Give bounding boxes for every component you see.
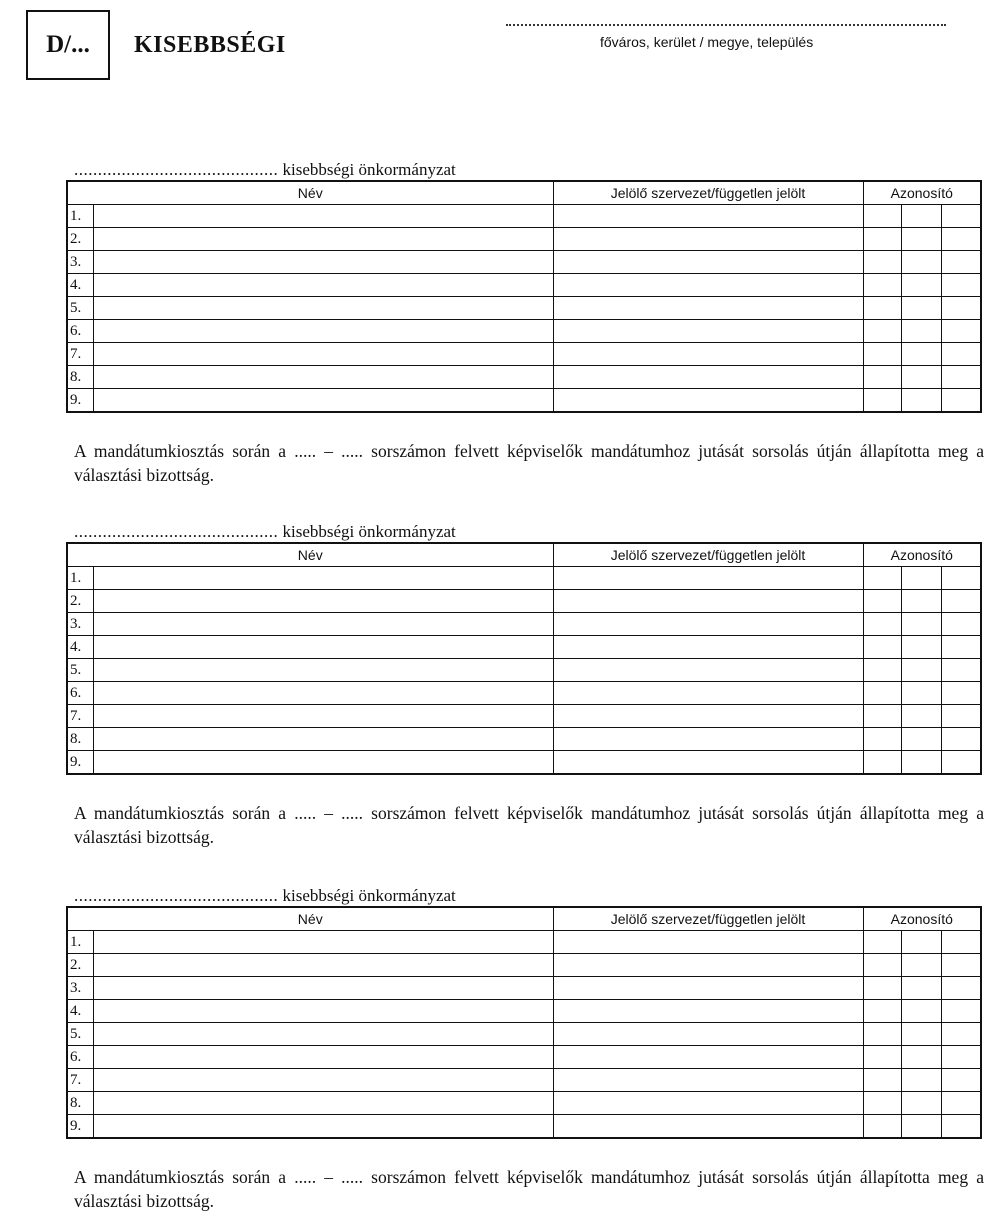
- organization-cell[interactable]: [553, 1115, 863, 1139]
- row-number: 4.: [67, 636, 93, 659]
- organization-cell[interactable]: [553, 343, 863, 366]
- row-number: 4.: [67, 274, 93, 297]
- row-number: 1.: [67, 567, 93, 590]
- row-number: 7.: [67, 1069, 93, 1092]
- identifier-cell-1[interactable]: [863, 205, 901, 228]
- row-number: 5.: [67, 659, 93, 682]
- identifier-cell-1[interactable]: [863, 297, 901, 320]
- candidate-table: [66, 180, 982, 413]
- form-code-box: [26, 10, 110, 80]
- table-row: [67, 682, 981, 705]
- identifier-cell-3[interactable]: [941, 1069, 981, 1092]
- row-number: 3.: [67, 977, 93, 1000]
- row-number: 3.: [67, 251, 93, 274]
- identifier-cell-1[interactable]: [863, 751, 901, 775]
- organization-cell[interactable]: [553, 366, 863, 389]
- identifier-cell-3[interactable]: [941, 1023, 981, 1046]
- table-row: [67, 751, 981, 775]
- identifier-cell-3[interactable]: [941, 659, 981, 682]
- table-row: [67, 977, 981, 1000]
- table-row: [67, 320, 981, 343]
- name-cell[interactable]: [93, 1115, 553, 1139]
- table-row: [67, 274, 981, 297]
- column-header-identifier: Azonosító: [863, 543, 981, 567]
- table-row: [67, 205, 981, 228]
- name-cell[interactable]: [93, 389, 553, 413]
- column-header-identifier: Azonosító: [863, 907, 981, 931]
- table-header-row: [67, 181, 981, 205]
- identifier-cell-3[interactable]: [941, 636, 981, 659]
- place-caption: főváros, kerület / megye, település: [600, 34, 814, 50]
- organization-cell[interactable]: [553, 728, 863, 751]
- identifier-cell-1[interactable]: [863, 705, 901, 728]
- organization-cell[interactable]: [553, 659, 863, 682]
- name-cell[interactable]: [93, 205, 553, 228]
- identifier-cell-2[interactable]: [901, 954, 941, 977]
- identifier-cell-3[interactable]: [941, 343, 981, 366]
- identifier-cell-2[interactable]: [901, 320, 941, 343]
- identifier-cell-1[interactable]: [863, 1069, 901, 1092]
- table-row: [67, 251, 981, 274]
- organization-cell[interactable]: [553, 389, 863, 413]
- name-cell[interactable]: [93, 659, 553, 682]
- table-row: [67, 1046, 981, 1069]
- identifier-cell-2[interactable]: [901, 613, 941, 636]
- name-cell[interactable]: [93, 274, 553, 297]
- table-row: [67, 567, 981, 590]
- column-header-identifier: Azonosító: [863, 181, 981, 205]
- identifier-cell-1[interactable]: [863, 567, 901, 590]
- identifier-cell-2[interactable]: [901, 1046, 941, 1069]
- row-number: 2.: [67, 590, 93, 613]
- organization-cell[interactable]: [553, 705, 863, 728]
- organization-cell[interactable]: [553, 682, 863, 705]
- identifier-cell-2[interactable]: [901, 205, 941, 228]
- identifier-cell-2[interactable]: [901, 297, 941, 320]
- section-label-text: kisebbségi önkormányzat: [282, 522, 456, 541]
- row-number: 7.: [67, 343, 93, 366]
- row-number: 8.: [67, 366, 93, 389]
- identifier-cell-3[interactable]: [941, 613, 981, 636]
- name-cell[interactable]: [93, 954, 553, 977]
- candidate-table: [66, 542, 982, 775]
- organization-cell[interactable]: [553, 954, 863, 977]
- identifier-cell-1[interactable]: [863, 389, 901, 413]
- lottery-note: A mandátumkiosztás során a ..... – ..... sorszámon felvett képviselők mandátumhoz jutását sorsolás útján állapította meg a választási bizottság.: [74, 441, 984, 485]
- candidate-table: [66, 906, 982, 1139]
- organization-cell[interactable]: [553, 1092, 863, 1115]
- name-cell[interactable]: [93, 343, 553, 366]
- identifier-cell-2[interactable]: [901, 389, 941, 413]
- identifier-cell-2[interactable]: [901, 343, 941, 366]
- name-cell[interactable]: [93, 1046, 553, 1069]
- organization-cell[interactable]: [553, 751, 863, 775]
- organization-cell[interactable]: [553, 590, 863, 613]
- name-cell[interactable]: [93, 705, 553, 728]
- identifier-cell-3[interactable]: [941, 389, 981, 413]
- organization-cell[interactable]: [553, 1000, 863, 1023]
- row-number: 5.: [67, 1023, 93, 1046]
- section-label: [66, 522, 980, 542]
- form-code: D/...: [46, 31, 90, 58]
- name-cell[interactable]: [93, 931, 553, 954]
- name-cell[interactable]: [93, 366, 553, 389]
- identifier-cell-3[interactable]: [941, 954, 981, 977]
- identifier-cell-1[interactable]: [863, 320, 901, 343]
- row-number: 2.: [67, 228, 93, 251]
- identifier-cell-1[interactable]: [863, 728, 901, 751]
- identifier-cell-1[interactable]: [863, 613, 901, 636]
- identifier-cell-2[interactable]: [901, 659, 941, 682]
- table-row: [67, 931, 981, 954]
- row-number: 2.: [67, 954, 93, 977]
- organization-cell[interactable]: [553, 567, 863, 590]
- section-label-text: kisebbségi önkormányzat: [282, 160, 456, 179]
- identifier-cell-3[interactable]: [941, 1046, 981, 1069]
- name-cell[interactable]: [93, 1092, 553, 1115]
- place-fill-line[interactable]: [506, 24, 946, 26]
- column-header-name: Név: [67, 907, 553, 931]
- section-label-text: kisebbségi önkormányzat: [282, 886, 456, 905]
- identifier-cell-3[interactable]: [941, 1092, 981, 1115]
- identifier-cell-3[interactable]: [941, 1000, 981, 1023]
- identifier-cell-1[interactable]: [863, 1115, 901, 1139]
- row-number: 4.: [67, 1000, 93, 1023]
- name-cell[interactable]: [93, 1000, 553, 1023]
- identifier-cell-1[interactable]: [863, 1000, 901, 1023]
- row-number: 9.: [67, 389, 93, 413]
- identifier-cell-1[interactable]: [863, 954, 901, 977]
- row-number: 3.: [67, 613, 93, 636]
- name-cell[interactable]: [93, 320, 553, 343]
- organization-cell[interactable]: [553, 1046, 863, 1069]
- name-cell[interactable]: [93, 1069, 553, 1092]
- identifier-cell-1[interactable]: [863, 1046, 901, 1069]
- table-row: [67, 636, 981, 659]
- organization-cell[interactable]: [553, 977, 863, 1000]
- organization-cell[interactable]: [553, 251, 863, 274]
- identifier-cell-1[interactable]: [863, 1092, 901, 1115]
- table-row: [67, 659, 981, 682]
- identifier-cell-1[interactable]: [863, 659, 901, 682]
- table-header-row: [67, 543, 981, 567]
- identifier-cell-3[interactable]: [941, 251, 981, 274]
- identifier-cell-2[interactable]: [901, 977, 941, 1000]
- row-number: 9.: [67, 751, 93, 775]
- row-number: 8.: [67, 728, 93, 751]
- table-row: [67, 297, 981, 320]
- identifier-cell-2[interactable]: [901, 251, 941, 274]
- table-row: [67, 1000, 981, 1023]
- identifier-cell-3[interactable]: [941, 1115, 981, 1139]
- identifier-cell-3[interactable]: [941, 366, 981, 389]
- table-row: [67, 1069, 981, 1092]
- identifier-cell-2[interactable]: [901, 728, 941, 751]
- identifier-cell-2[interactable]: [901, 705, 941, 728]
- name-cell[interactable]: [93, 977, 553, 1000]
- minority-section: [66, 160, 984, 487]
- organization-cell[interactable]: [553, 205, 863, 228]
- name-cell[interactable]: [93, 297, 553, 320]
- identifier-cell-2[interactable]: [901, 751, 941, 775]
- identifier-cell-1[interactable]: [863, 682, 901, 705]
- table-row: [67, 366, 981, 389]
- table-row: [67, 228, 981, 251]
- name-cell[interactable]: [93, 228, 553, 251]
- identifier-cell-3[interactable]: [941, 931, 981, 954]
- identifier-cell-3[interactable]: [941, 682, 981, 705]
- identifier-cell-1[interactable]: [863, 251, 901, 274]
- identifier-cell-2[interactable]: [901, 1115, 941, 1139]
- table-row: [67, 705, 981, 728]
- section-label: [66, 160, 980, 180]
- identifier-cell-3[interactable]: [941, 751, 981, 775]
- organization-cell[interactable]: [553, 1023, 863, 1046]
- identifier-cell-2[interactable]: [901, 590, 941, 613]
- organization-cell[interactable]: [553, 274, 863, 297]
- identifier-cell-2[interactable]: [901, 931, 941, 954]
- name-cell[interactable]: [93, 590, 553, 613]
- name-cell[interactable]: [93, 1023, 553, 1046]
- column-header-name: Név: [67, 543, 553, 567]
- identifier-cell-3[interactable]: [941, 567, 981, 590]
- organization-cell[interactable]: [553, 1069, 863, 1092]
- identifier-cell-2[interactable]: [901, 228, 941, 251]
- organization-cell[interactable]: [553, 636, 863, 659]
- identifier-cell-2[interactable]: [901, 682, 941, 705]
- column-header-name: Név: [67, 181, 553, 205]
- table-row: [67, 590, 981, 613]
- name-cell[interactable]: [93, 636, 553, 659]
- table-row: [67, 728, 981, 751]
- minority-section: [66, 886, 984, 1213]
- table-row: [67, 1092, 981, 1115]
- name-cell[interactable]: [93, 251, 553, 274]
- column-header-organization: Jelölő szervezet/független jelölt: [553, 907, 863, 931]
- identifier-cell-1[interactable]: [863, 366, 901, 389]
- section-label-fill-dots[interactable]: ...........................................: [74, 160, 279, 179]
- table-row: [67, 1115, 981, 1139]
- identifier-cell-3[interactable]: [941, 297, 981, 320]
- identifier-cell-2[interactable]: [901, 1092, 941, 1115]
- identifier-cell-2[interactable]: [901, 1023, 941, 1046]
- table-row: [67, 954, 981, 977]
- identifier-cell-3[interactable]: [941, 728, 981, 751]
- identifier-cell-3[interactable]: [941, 320, 981, 343]
- identifier-cell-2[interactable]: [901, 636, 941, 659]
- table-row: [67, 1023, 981, 1046]
- name-cell[interactable]: [93, 751, 553, 775]
- lottery-note: A mandátumkiosztás során a ..... – ..... sorszámon felvett képviselők mandátumhoz jutását sorsolás útján állapította meg a választási bizottság.: [74, 803, 984, 847]
- column-header-organization: Jelölő szervezet/független jelölt: [553, 543, 863, 567]
- organization-cell[interactable]: [553, 320, 863, 343]
- row-number: 6.: [67, 1046, 93, 1069]
- identifier-cell-3[interactable]: [941, 705, 981, 728]
- identifier-cell-2[interactable]: [901, 567, 941, 590]
- identifier-cell-2[interactable]: [901, 366, 941, 389]
- identifier-cell-1[interactable]: [863, 228, 901, 251]
- identifier-cell-3[interactable]: [941, 977, 981, 1000]
- identifier-cell-1[interactable]: [863, 590, 901, 613]
- row-number: 8.: [67, 1092, 93, 1115]
- identifier-cell-1[interactable]: [863, 1023, 901, 1046]
- identifier-cell-3[interactable]: [941, 274, 981, 297]
- lottery-note: A mandátumkiosztás során a ..... – ..... sorszámon felvett képviselők mandátumhoz jutását sorsolás útján állapította meg a választási bizottság.: [74, 1167, 984, 1211]
- organization-cell[interactable]: [553, 931, 863, 954]
- identifier-cell-3[interactable]: [941, 590, 981, 613]
- document-title: KISEBBSÉGI: [134, 32, 286, 58]
- section-label-fill-dots[interactable]: ...........................................: [74, 886, 279, 905]
- identifier-cell-2[interactable]: [901, 1000, 941, 1023]
- table-header-row: [67, 907, 981, 931]
- name-cell[interactable]: [93, 728, 553, 751]
- row-number: 5.: [67, 297, 93, 320]
- identifier-cell-2[interactable]: [901, 1069, 941, 1092]
- identifier-cell-1[interactable]: [863, 274, 901, 297]
- table-row: [67, 389, 981, 413]
- organization-cell[interactable]: [553, 228, 863, 251]
- row-number: 6.: [67, 682, 93, 705]
- identifier-cell-3[interactable]: [941, 228, 981, 251]
- column-header-organization: Jelölő szervezet/független jelölt: [553, 181, 863, 205]
- name-cell[interactable]: [93, 567, 553, 590]
- identifier-cell-2[interactable]: [901, 274, 941, 297]
- section-label: [66, 886, 980, 906]
- row-number: 1.: [67, 205, 93, 228]
- minority-section: [66, 522, 984, 849]
- identifier-cell-1[interactable]: [863, 977, 901, 1000]
- organization-cell[interactable]: [553, 297, 863, 320]
- identifier-cell-1[interactable]: [863, 636, 901, 659]
- organization-cell[interactable]: [553, 613, 863, 636]
- name-cell[interactable]: [93, 613, 553, 636]
- table-row: [67, 613, 981, 636]
- identifier-cell-1[interactable]: [863, 343, 901, 366]
- row-number: 6.: [67, 320, 93, 343]
- row-number: 1.: [67, 931, 93, 954]
- section-label-fill-dots[interactable]: ...........................................: [74, 522, 279, 541]
- table-row: [67, 343, 981, 366]
- identifier-cell-3[interactable]: [941, 205, 981, 228]
- row-number: 7.: [67, 705, 93, 728]
- row-number: 9.: [67, 1115, 93, 1139]
- identifier-cell-1[interactable]: [863, 931, 901, 954]
- name-cell[interactable]: [93, 682, 553, 705]
